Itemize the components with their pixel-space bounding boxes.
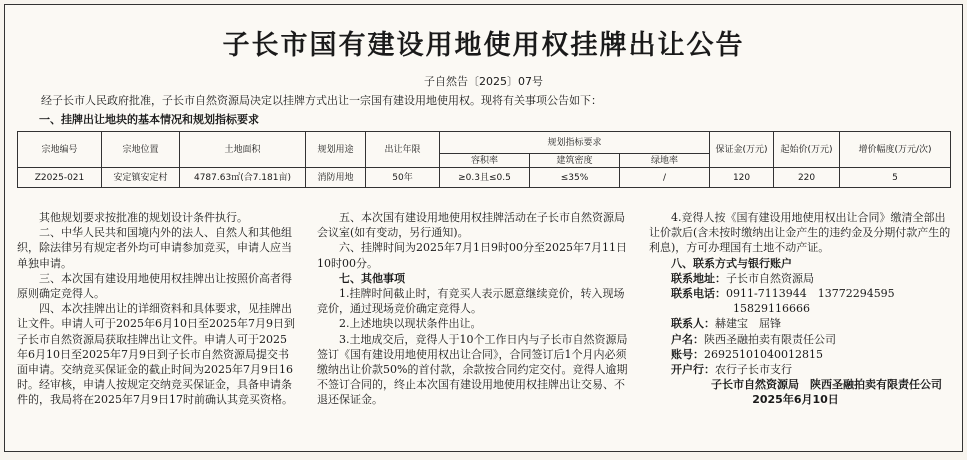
paragraph-section6: 六、挂牌时间为2025年7月1日9时00分至2025年7月11日10时00分。 [317,241,627,270]
table-row [18,168,951,188]
paragraph-section4: 四、本次挂牌出让的详细资料和具体要求，见挂牌出让文件。申请人可于2025年6月10日至2025年7月9日到子长市自然资源局获取挂牌出让文件。申请人可于2025年6月10日至2025年7月9日到子长市自然资源局提交书面申请。交纳竞买保证金的截止时间为2025年7月9日16时。经审核，申请人按规定交纳竞买保证金，具备申请条件的，我局将在2025年7月9日17时前确认其竞买资格。 [17,302,295,407]
contact-address [649,271,952,286]
item-7-1: 1.挂牌时间截止时，有竞买人表示愿意继续竞价，转入现场竞价，通过现场竞价确定竞得人。 [317,287,625,316]
header-parcel-no: 宗地编号 [18,132,102,168]
contact-label: 联系人： [671,317,715,331]
account-name-value: 陕西圣融拍卖有限责任公司 [704,332,836,346]
cell-area: 4787.63㎡(合7.181亩) [180,168,306,188]
page-title: 子长市国有建设用地使用权挂牌出让公告 [222,30,745,61]
address-label: 联系地址： [671,271,726,285]
bank-label: 开户行： [671,363,715,377]
header-green: 绿地率 [620,154,710,168]
cell-start-price: 220 [774,168,840,188]
header-density: 建筑密度 [530,154,620,168]
item-7-2: 2.上述地块以现状条件出让。 [339,317,482,331]
account-no-value: 26925101040012815 [704,347,823,361]
header-indicators: 规划指标要求 [440,132,710,154]
announcement-date: 2025年6月10日 [752,393,839,407]
announcement-page [4,4,963,452]
cell-use: 消防用地 [306,168,366,188]
cell-green: / [620,168,710,188]
cell-density: ≤35% [530,168,620,188]
cell-deposit: 120 [710,168,774,188]
contact-value: 赫建宝 屈锋 [715,317,781,331]
column-3 [639,210,952,448]
table-header-row [18,132,951,154]
parcel-info-table [17,131,951,188]
section8-heading: 八、联系方式与银行账户 [671,256,792,270]
header-term: 出让年限 [366,132,440,168]
paragraph-section5: 五、本次国有建设用地使用权挂牌活动在子长市自然资源局会议室(如有变动，另行通知)。 [317,211,625,240]
column-2 [307,210,639,448]
cell-location: 安定镇安定村 [102,168,180,188]
account-name [649,332,952,347]
paragraph-planning: 其他规划要求按批准的规划设计条件执行。 [39,211,248,224]
bank-value: 农行子长市支行 [715,363,792,377]
header-location: 宗地位置 [102,132,180,168]
address-value: 子长市自然资源局 [726,271,814,285]
document-number: 子自然告〔2025〕07号 [424,75,543,88]
bank [649,362,952,377]
header-deposit: 保证金(万元) [710,132,774,168]
header-increment: 增价幅度(万元/次) [840,132,951,168]
contact-phone-2: 15829116666 [733,302,810,316]
header-use: 规划用途 [306,132,366,168]
contact-phone [649,286,952,301]
account-number [649,347,952,362]
paragraph-section2: 二、中华人民共和国境内外的法人、自然人和其他组织，除法律另有规定者外均可申请参加竞买，申请人应当单独申请。 [17,226,292,270]
cell-parcel-no: Z2025-021 [18,168,102,188]
cell-increment: 5 [840,168,951,188]
phone-value: 0911-7113944 13772294595 [726,287,895,301]
paragraph-section3: 三、本次国有建设用地使用权挂牌出让按照价高者得原则确定竞得人。 [17,271,292,301]
phone-label: 联系电话： [671,287,726,301]
column-1 [17,210,307,448]
intro-paragraph: 经子长市人民政府批准，子长市自然资源局决定以挂牌方式出让一宗国有建设用地使用权。现将有关事项公告如下： [41,94,602,107]
section7-heading: 七、其他事项 [339,271,405,285]
contact-person [649,316,952,331]
cell-term: 50年 [366,168,440,188]
header-area: 土地面积 [180,132,306,168]
signature: 子长市自然资源局 陕西圣融拍卖有限责任公司 [711,378,942,392]
account-no-label: 账号： [671,347,704,361]
header-far: 容积率 [440,154,530,168]
cell-far: ≥0.3且≤0.5 [440,168,530,188]
section1-heading: 一、挂牌出让地块的基本情况和规划指标要求 [39,113,259,126]
item-7-4: 4.竞得人按《国有建设用地使用权出让合同》缴清全部出让价款后(含未按时缴纳出让金产生的违约金及分期付款产生的利息)，方可办理国有土地不动产证。 [649,211,951,255]
item-7-3: 3.土地成交后，竞得人于10个工作日内与子长市自然资源局签订《国有建设用地使用权出让合同》，合同签订后1个月内必须缴纳出让价款50%的首付款，余款按合同约定交付。竞得人逾期不签订合同的，终止本次国有建设用地使用权挂牌出让交易、不退还保证金。 [317,332,628,407]
header-start-price: 起始价(万元) [774,132,840,168]
body-columns [17,210,952,448]
account-name-label: 户名： [671,332,704,346]
